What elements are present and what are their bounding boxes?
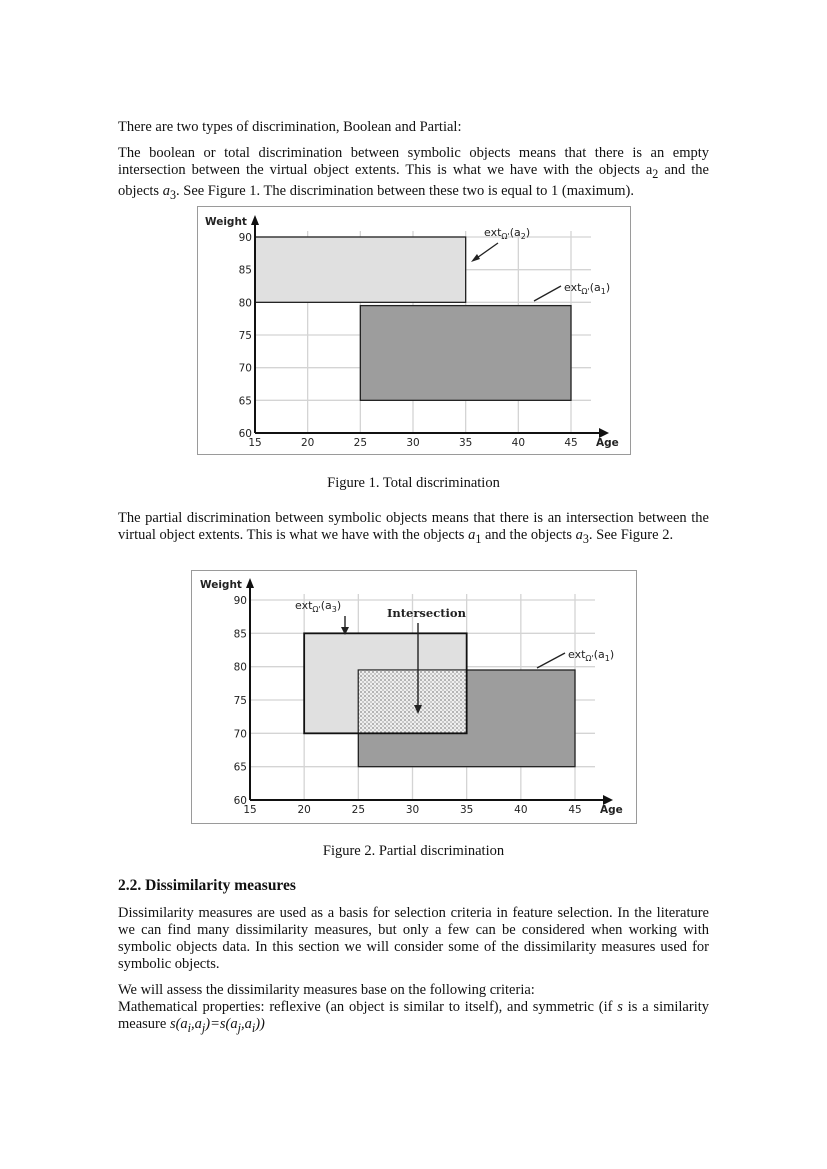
- x-tick-label: 15: [243, 804, 257, 816]
- dissimilarity-paragraph: Dissimilarity measures are used as a basis for selection criteria in feature selection. In the literature we can find many dissimilarity measures, but only a few can be considered when working with symbolic objects data. In this section we will consider some of the dissimilarity measures used for symbolic objects.: [118, 905, 709, 972]
- pointer-a2-head: [471, 254, 480, 262]
- y-tick-label: 60: [233, 795, 247, 807]
- y-tick-label: 80: [238, 297, 252, 310]
- intersection-label: Intersection: [387, 606, 466, 620]
- figure-1-caption: Figure 1. Total discrimination: [327, 475, 500, 491]
- pointer-a1: [534, 286, 561, 301]
- y-axis-label: Weight: [200, 579, 242, 591]
- y-tick-label: 85: [233, 628, 247, 641]
- x-tick-label: 20: [300, 437, 315, 449]
- x-tick-label: 15: [248, 437, 262, 449]
- criteria-paragraph: We will assess the dissimilarity measures base on the following criteria: Mathematical properties: reflexive (an object is similar to itself), and symmetric (if s is a similarity measure $s(a_i,a_j)=s(a_j,a_i)$): [118, 982, 710, 1035]
- y-tick-label: 70: [233, 728, 247, 741]
- x-tick-label: 45: [564, 437, 578, 449]
- extent-rect-1: [360, 306, 571, 401]
- figure-2-chart: [192, 571, 636, 823]
- y-tick-label: 80: [233, 661, 247, 674]
- x-tick-label: 30: [406, 437, 420, 449]
- y-tick-label: 65: [238, 395, 252, 408]
- intro-paragraph: There are two types of discrimination, Boolean and Partial:: [118, 119, 462, 135]
- figure-2: [191, 570, 637, 824]
- y-tick-label: 90: [233, 595, 247, 607]
- x-axis-label: Age: [596, 437, 619, 449]
- x-tick-label: 35: [458, 437, 473, 449]
- x-axis-label: Age: [600, 804, 623, 816]
- y-tick-label: 75: [238, 330, 252, 342]
- y-axis-arrow: [251, 215, 259, 225]
- extent-label-a3: $ext_{\Omega'}(a_3)$: [295, 599, 342, 614]
- y-tick-label: 85: [238, 264, 252, 277]
- y-axis-label: Weight: [205, 216, 247, 228]
- y-tick-label: 70: [238, 362, 252, 375]
- pointer-a1: [537, 653, 565, 668]
- section-heading: 2.2. Dissimilarity measures: [118, 877, 296, 894]
- y-axis-arrow: [246, 578, 254, 588]
- y-tick-label: 65: [233, 761, 247, 774]
- total-discrimination-paragraph: The boolean or total discrimination between symbolic objects means that there is an empty intersection between the virtual object extents. This is what we have with the objects $a_2$ and the objects $a_3$. See Figure 1. The discrimination between these two is equal to 1 (maximum).: [118, 145, 709, 202]
- x-tick-label: 25: [353, 437, 368, 449]
- figure-1-chart: [198, 207, 630, 454]
- y-tick-label: 75: [233, 695, 247, 707]
- x-tick-label: 35: [459, 804, 474, 816]
- x-tick-label: 40: [514, 804, 528, 816]
- y-tick-label: 90: [238, 232, 252, 244]
- x-tick-label: 20: [297, 804, 311, 816]
- y-tick-label: 60: [238, 428, 252, 440]
- x-tick-label: 25: [351, 804, 366, 816]
- extent-label-a1: $ext_{\Omega'}(a_1)$: [568, 648, 615, 663]
- intersection-rect: [358, 670, 466, 733]
- extent-label-a2: $ext_{\Omega'}(a_2)$: [484, 226, 531, 241]
- extent-rect-0: [255, 237, 466, 302]
- x-tick-label: 40: [511, 437, 526, 449]
- partial-discrimination-paragraph: The partial discrimination between symbolic objects means that there is an intersection between the virtual object extents. This is what we have with the objects $a_1$ and the objects $a_3$. See Figure 2.: [118, 510, 709, 546]
- figure-2-caption: Figure 2. Partial discrimination: [322, 843, 505, 859]
- x-tick-label: 45: [568, 804, 582, 816]
- extent-label-a1: $ext_{\Omega'}(a_1)$: [564, 281, 611, 296]
- x-tick-label: 30: [405, 804, 420, 816]
- figure-1: [197, 206, 631, 455]
